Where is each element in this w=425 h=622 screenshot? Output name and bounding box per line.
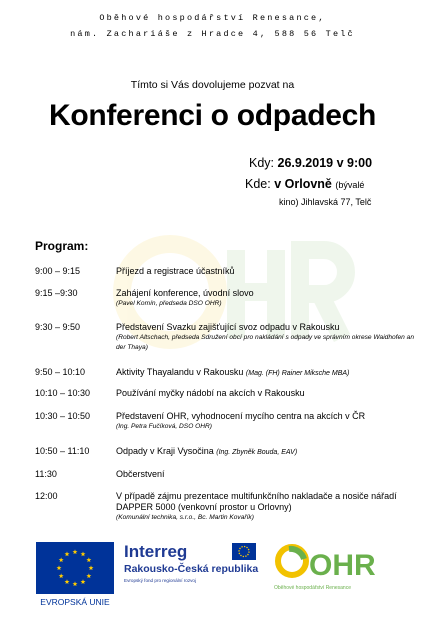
eu-label: EVROPSKÁ UNIE — [40, 597, 110, 607]
when-label: Kdy: — [249, 156, 275, 170]
program-heading: Program: — [35, 239, 89, 253]
program-time: 9:00 – 9:15 — [35, 266, 81, 276]
where-line — [245, 177, 364, 191]
program-note: (Robert Altschach, předseda Sdružení obcí pro nakládání s odpady ve správním okrese Waidhofen an der Thaya) — [116, 334, 414, 351]
program-desc: Představení OHR, vyhodnocení mycího centra na akcích v ČR — [116, 411, 366, 421]
program-desc: Odpady v Kraji Vysočina — [116, 446, 214, 456]
program-note: (Komunální technika, s.r.o., Bc. Martin Kovařík) — [116, 514, 254, 521]
program-desc: V případě zájmu prezentace multifunkčního nakladače a nosiče nářadí DAPPER 5000 (venkovní prostor u Orlovny) — [116, 491, 397, 512]
program-inline-note: (Mag. (FH) Rainer Mikschе MBA) — [245, 370, 350, 377]
invite-text: Tímto si Vás dovolujeme pozvat na — [130, 79, 295, 91]
program-desc: Zahájení konference, úvodní slovo — [116, 288, 254, 298]
program-inline-note: (Ing. Zbyněk Bouda, EAV) — [216, 449, 298, 456]
where-note-2: kino) Jihlavská 77, Telč — [279, 197, 372, 207]
where-value: v Orlovně — [274, 177, 332, 191]
header-line-1: Oběhové hospodářství Renesance, — [99, 13, 326, 23]
eu-flag-logo — [36, 542, 114, 607]
where-note-1: (bývalé — [335, 180, 365, 190]
ohr-subtitle: Oběhové hospodářství Renesance — [274, 585, 351, 591]
program-time: 10:30 – 10:50 — [35, 411, 91, 421]
interreg-fund: Evropský fond pro regionální rozvoj — [124, 578, 197, 583]
program-desc: Používání myčky nádobí na akcích v Rakousku — [116, 388, 305, 398]
header-line-2: nám. Zachariáše z Hradce 4, 588 56 Telč — [70, 29, 355, 39]
program-time: 10:10 – 10:30 — [35, 388, 91, 398]
page-title: Konferenci o odpadech — [48, 99, 377, 132]
program-time: 9:50 – 10:10 — [35, 367, 86, 377]
when-value: 26.9.2019 v 9:00 — [277, 156, 373, 170]
program-time: 9:15 –9:30 — [35, 288, 78, 298]
program-desc: Příjezd a registrace účastníků — [116, 266, 235, 276]
program-time: 9:30 – 9:50 — [35, 322, 81, 332]
program-time: 11:30 — [35, 469, 57, 479]
program-desc: Představení Svazku zajišťující svoz odpadu v Rakousku — [116, 322, 340, 332]
program-time: 12:00 — [35, 491, 58, 501]
program-desc: Aktivity Thayalandu v Rakousku — [116, 367, 244, 377]
interreg-name: Interreg — [124, 542, 188, 561]
program-time: 10:50 – 11:10 — [35, 446, 90, 456]
when-line — [249, 156, 372, 170]
program-desc: Občerstvení — [116, 469, 165, 479]
ohr-logo — [274, 547, 376, 591]
interreg-logo — [124, 542, 258, 583]
logos-strip — [0, 540, 425, 620]
program-note: (Ing. Petra Fučíková, DSO OHR) — [116, 423, 213, 430]
program-note: (Pavel Komín, předseda DSO OHR) — [116, 300, 222, 307]
where-label: Kde: — [245, 177, 271, 191]
ohr-name: OHR — [309, 549, 376, 582]
interreg-region: Rakousko-Česká republika — [124, 563, 259, 575]
